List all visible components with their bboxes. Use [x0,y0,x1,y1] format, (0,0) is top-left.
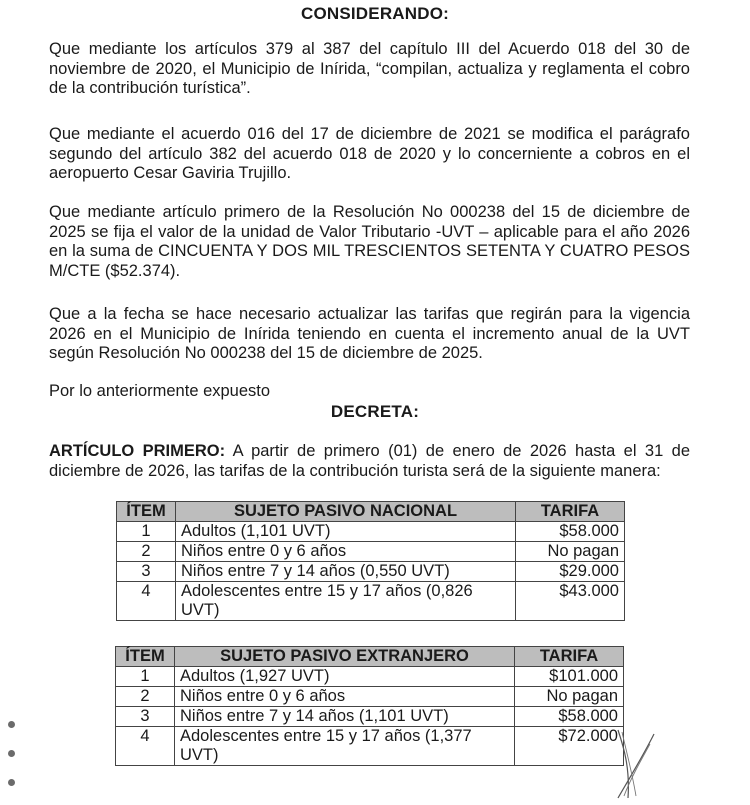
considerando-paragraph-3: Que mediante artículo primero de la Resolución No 000238 del 15 de diciembre de 2025 se fija el valor de la unidad de Valor Tributario -UVT – aplicable para el año 2026 en la suma de CINCUENTA Y DOS MIL TRESCIENTOS SETENTA Y CUATRO PESOS M/CTE ($52.374). [49,203,690,280]
cell-sujeto: Niños entre 0 y 6 años [175,687,515,707]
cell-item: 1 [116,667,175,687]
cell-sujeto: Adolescentes entre 15 y 17 años (0,826 UVT) [176,582,516,621]
cell-sujeto: Niños entre 7 y 14 años (0,550 UVT) [176,562,516,582]
cell-sujeto: Niños entre 0 y 6 años [176,542,516,562]
cell-tarifa: $29.000 [516,562,625,582]
table-row [117,562,625,582]
tabla-sujeto-pasivo-extranjero [115,646,624,766]
cell-item: 3 [117,562,176,582]
table-header-row [117,502,625,522]
cell-sujeto: Niños entre 7 y 14 años (1,101 UVT) [175,707,515,727]
cell-item: 4 [116,727,175,766]
cell-tarifa: $58.000 [515,707,624,727]
header-item: ÍTEM [116,647,175,667]
considerando-paragraph-1: Que mediante los artículos 379 al 387 del capítulo III del Acuerdo 018 del 30 de noviembre de 2020, el Municipio de Inírida, “compilan, actualiza y reglamenta el cobro de la contribución turística”. [49,40,690,97]
cell-tarifa: $101.000 [515,667,624,687]
table-row [117,522,625,542]
table-row [117,542,625,562]
cell-sujeto: Adultos (1,101 UVT) [176,522,516,542]
cell-tarifa: No pagan [515,687,624,707]
cell-item: 2 [117,542,176,562]
cell-sujeto: Adultos (1,927 UVT) [175,667,515,687]
cell-tarifa: No pagan [516,542,625,562]
table-row [116,667,624,687]
signature-mark-icon [610,728,660,800]
heading-considerando: CONSIDERANDO: [300,4,450,23]
margin-dot-icon [8,750,15,757]
header-sujeto: SUJETO PASIVO NACIONAL [176,502,516,522]
cell-item: 3 [116,707,175,727]
cell-item: 1 [117,522,176,542]
considerando-paragraph-2: Que mediante el acuerdo 016 del 17 de diciembre de 2021 se modifica el parágrafo segundo del artículo 382 del acuerdo 018 de 2020 y lo concerniente a cobros en el aeropuerto Cesar Gaviria Trujillo. [49,125,690,182]
header-sujeto: SUJETO PASIVO EXTRANJERO [175,647,515,667]
articulo-primero [49,442,690,481]
table-header-row [116,647,624,667]
header-item: ÍTEM [117,502,176,522]
considerando-paragraph-4: Que a la fecha se hace necesario actualizar las tarifas que regirán para la vigencia 2026 en el Municipio de Inírida teniendo en cuenta el incremento anual de la UVT según Resolución No 000238 del 15 de diciembre de 2025. [49,305,690,362]
header-tarifa: TARIFA [515,647,624,667]
header-tarifa: TARIFA [516,502,625,522]
cell-tarifa: $58.000 [516,522,625,542]
cell-item: 2 [116,687,175,707]
table-row [116,727,624,766]
heading-decreta: DECRETA: [330,402,420,421]
cell-tarifa: $43.000 [516,582,625,621]
margin-dot-icon [8,721,15,728]
articulo-primero-label: ARTÍCULO PRIMERO: [49,442,226,460]
cell-sujeto: Adolescentes entre 15 y 17 años (1,377 UVT) [175,727,515,766]
margin-dot-icon [8,779,15,786]
cell-item: 4 [117,582,176,621]
por-lo-expuesto: Por lo anteriormente expuesto [49,382,271,400]
articulo-primero-text: A partir de primero (01) de enero de 2026 hasta el 31 de diciembre de 2026, las tarifas de la contribución turista será de la siguiente manera: [49,442,690,480]
table-row [116,707,624,727]
table-row [117,582,625,621]
cell-tarifa: $72.000 [515,727,624,766]
table-row [116,687,624,707]
tabla-sujeto-pasivo-nacional [116,501,625,621]
